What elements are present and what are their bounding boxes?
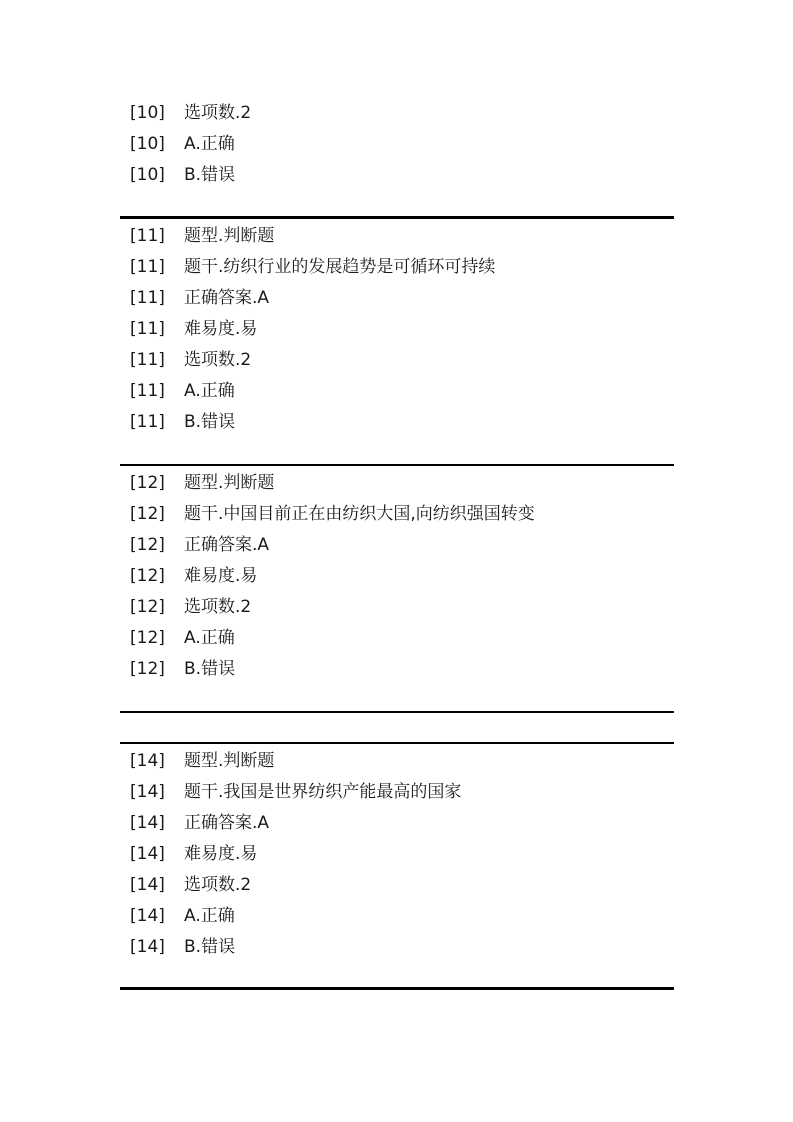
question-row [120,874,674,905]
question-row [120,781,674,812]
question-row [120,287,674,318]
question-block-11 [120,225,674,442]
question-field: A.正确 [184,134,235,154]
question-number: [14] [130,813,165,833]
question-block-12 [120,472,674,689]
question-row [120,318,674,349]
question-row [120,472,674,503]
question-field: 难易度.易 [184,566,258,586]
question-number: [11] [130,350,165,370]
question-field: 正确答案.A [184,288,270,308]
question-number: [12] [130,566,165,586]
question-number: [14] [130,937,165,957]
question-field: B.错误 [184,659,236,679]
question-field: 正确答案.A [184,813,270,833]
question-row [120,750,674,781]
question-number: [14] [130,906,165,926]
question-number: [12] [130,628,165,648]
question-field: 题型.判断题 [184,473,275,493]
question-number: [10] [130,134,165,154]
question-block-14 [120,750,674,967]
question-field: 题干.中国目前正在由纺织大国,向纺织强国转变 [184,504,535,524]
section-divider [120,742,674,744]
question-field: B.错误 [184,412,236,432]
section-divider [120,711,674,713]
question-row [120,936,674,967]
question-number: [14] [130,875,165,895]
question-row [120,133,674,164]
question-row [120,225,674,256]
question-number: [12] [130,597,165,617]
question-number: [12] [130,535,165,555]
question-field: 选项数.2 [184,350,252,370]
question-field: B.错误 [184,937,236,957]
section-divider [120,987,674,990]
question-number: [12] [130,473,165,493]
question-row [120,164,674,195]
question-number: [11] [130,319,165,339]
section-divider [120,464,674,466]
question-row [120,534,674,565]
question-number: [11] [130,381,165,401]
question-row [120,565,674,596]
question-field: 题干.我国是世界纺织产能最高的国家 [184,782,462,802]
question-row [120,102,674,133]
question-row [120,905,674,936]
question-row [120,812,674,843]
question-field: 题干.纺织行业的发展趋势是可循环可持续 [184,257,496,277]
question-row [120,658,674,689]
question-field: 题型.判断题 [184,226,275,246]
question-row [120,349,674,380]
question-number: [14] [130,844,165,864]
question-number: [11] [130,257,165,277]
question-field: A.正确 [184,628,235,648]
question-number: [11] [130,226,165,246]
question-field: 选项数.2 [184,103,252,123]
question-number: [14] [130,751,165,771]
question-number: [12] [130,659,165,679]
question-row [120,380,674,411]
question-row [120,596,674,627]
question-field: A.正确 [184,381,235,401]
question-block-10 [120,102,674,195]
question-field: 选项数.2 [184,597,252,617]
question-number: [10] [130,165,165,185]
question-row [120,411,674,442]
question-number: [10] [130,103,165,123]
question-number: [11] [130,288,165,308]
section-divider [120,216,674,219]
question-row [120,843,674,874]
question-number: [12] [130,504,165,524]
question-field: 正确答案.A [184,535,270,555]
question-number: [14] [130,782,165,802]
question-number: [11] [130,412,165,432]
question-row [120,627,674,658]
question-field: 选项数.2 [184,875,252,895]
question-field: A.正确 [184,906,235,926]
question-field: 难易度.易 [184,319,258,339]
question-field: 题型.判断题 [184,751,275,771]
question-field: 难易度.易 [184,844,258,864]
question-row [120,503,674,534]
question-row [120,256,674,287]
question-field: B.错误 [184,165,236,185]
